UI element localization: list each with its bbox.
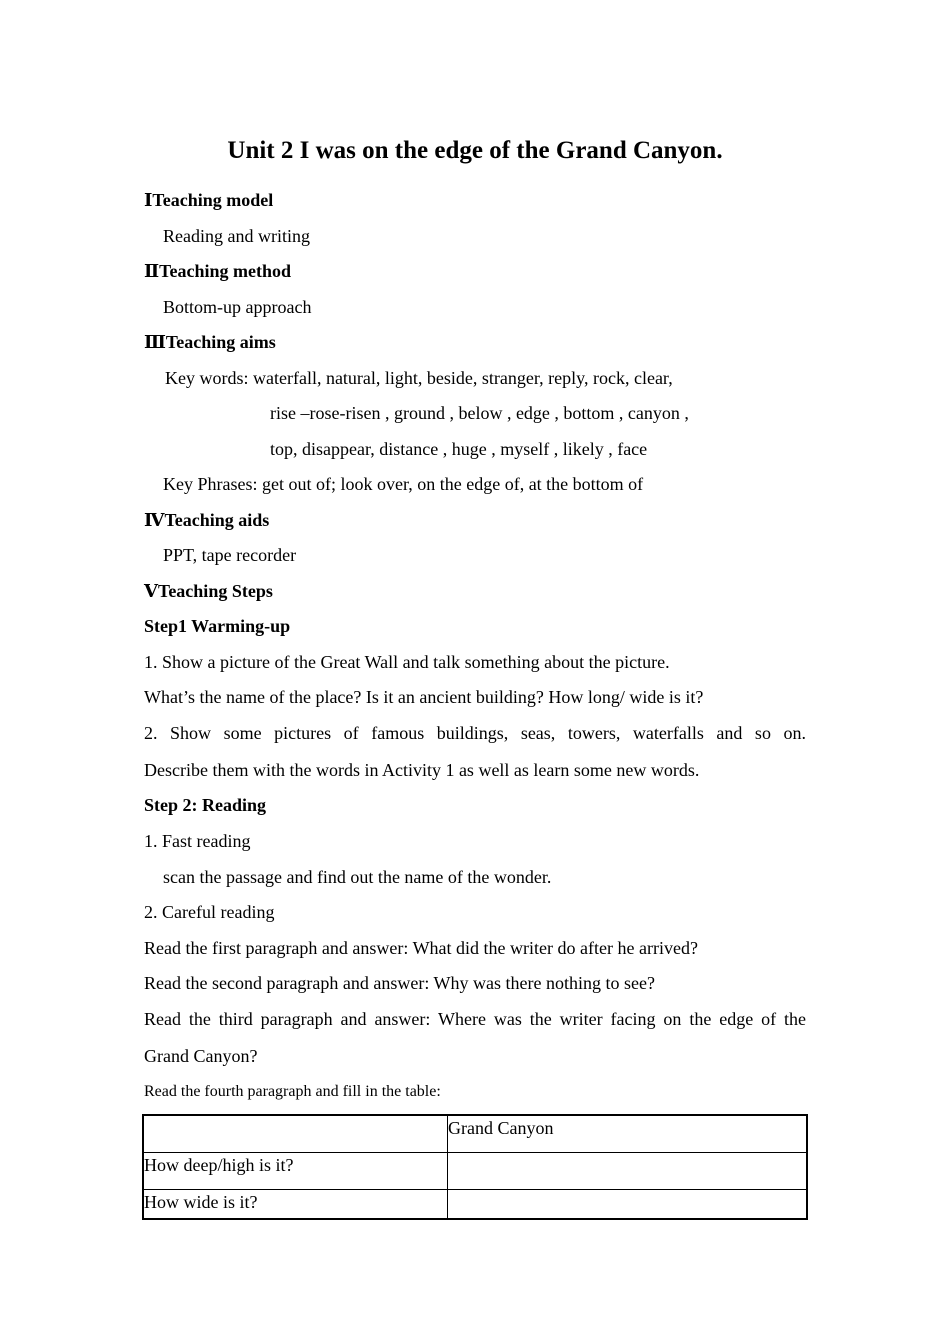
table-cell: How wide is it? (143, 1190, 448, 1220)
key-words-line-1: Key words: waterfall, natural, light, beside, stranger, reply, rock, clear, (165, 368, 673, 388)
section-heading-teaching-steps (144, 580, 273, 602)
roman-numeral: Ⅱ (144, 261, 160, 281)
roman-numeral: Ⅴ (144, 581, 158, 601)
table-header-cell: Grand Canyon (448, 1115, 808, 1153)
table-cell (448, 1190, 808, 1220)
key-words-line-2: rise –rose-risen , ground , below , edge , bottom , canyon , (270, 403, 689, 423)
section-title: Teaching model (152, 190, 274, 210)
page-title: Unit 2 I was on the edge of the Grand Canyon. (227, 137, 723, 164)
section-title: Teaching method (159, 261, 292, 281)
step2-line: scan the passage and find out the name of the wonder. (163, 867, 552, 887)
step1-line: What’s the name of the place? Is it an ancient building? How long/ wide is it? (144, 687, 704, 707)
step1-line: 1. Show a picture of the Great Wall and talk something about the picture. (144, 652, 670, 672)
section-title: Teaching aims (165, 332, 276, 352)
table-cell (448, 1153, 808, 1190)
section-heading-teaching-aims (144, 331, 276, 353)
step2-line: Read the second paragraph and answer: Why was there nothing to see? (144, 973, 655, 993)
step2-line: Read the third paragraph and answer: Where was the writer facing on the edge of the (144, 1009, 806, 1029)
step1-line: Describe them with the words in Activity 1 as well as learn some new words. (144, 760, 700, 780)
section-heading-teaching-model (144, 189, 273, 211)
fill-in-table (142, 1114, 808, 1220)
step2-line: Grand Canyon? (144, 1046, 258, 1066)
step1-heading: Step1 Warming-up (144, 616, 291, 636)
section-heading-teaching-method (144, 260, 291, 282)
section-title: Teaching aids (164, 510, 270, 530)
step2-line: 2. Careful reading (144, 902, 275, 922)
roman-numeral: Ⅰ (144, 190, 153, 210)
section-heading-teaching-aids (144, 509, 269, 531)
section-title: Teaching Steps (157, 581, 273, 601)
step2-heading: Step 2: Reading (144, 795, 267, 815)
key-phrases: Key Phrases: get out of; look over, on the edge of, at the bottom of (163, 474, 644, 494)
table-cell (143, 1115, 448, 1153)
section-body: Reading and writing (163, 226, 310, 246)
section-body: Bottom-up approach (163, 297, 312, 317)
table-cell: How deep/high is it? (143, 1153, 448, 1190)
table-header-row (143, 1115, 807, 1153)
table-row (143, 1153, 807, 1190)
key-words-line-3: top, disappear, distance , huge , myself , likely , face (270, 439, 648, 459)
step1-line: 2. Show some pictures of famous buildings, seas, towers, waterfalls and so on. (144, 723, 806, 743)
roman-numeral: Ⅳ (144, 510, 165, 530)
section-body: PPT, tape recorder (163, 545, 297, 565)
step2-line: Read the first paragraph and answer: What did the writer do after he arrived? (144, 938, 698, 958)
table-row (143, 1190, 807, 1220)
step2-line: 1. Fast reading (144, 831, 251, 851)
table-instruction: Read the fourth paragraph and fill in the table: (144, 1083, 441, 1100)
roman-numeral: Ⅲ (144, 332, 166, 352)
